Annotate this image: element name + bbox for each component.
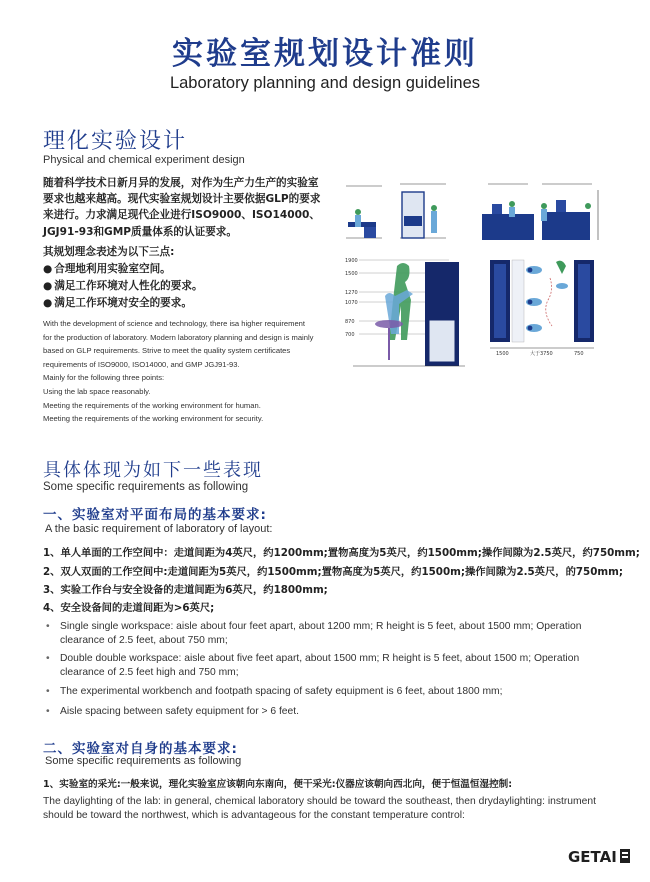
cn-intro-line: 随着科学技术日新月异的发展，对作为生产力生产的实验室 [43,177,319,189]
sub1-title: 一、实验室对平面布局的基本要求: [43,507,267,523]
section2-title: 具体体现为如下一些表现 [43,460,263,481]
en-intro-line: Meeting the requirements of the working environment for security. [43,414,264,424]
page-title: 实验室规划设计准则 [172,36,478,72]
bullet-text: The experimental workbench and footpath spacing of safety equipment is 6 feet, about 1800 mm; [60,686,503,697]
list-item [46,685,586,699]
en-intro-line: requirements of ISO9000, ISO14000, and GMP JGJ91-93. [43,359,240,369]
en-intro-line: based on GLP requirements. Strive to meet the quality system certificates [43,346,291,356]
bullet-text: Double double workspace: aisle about five feet apart, about 1500 mm; R height is 5 feet, about 1500 m; Operation clearance of 2.5 feet high and 750 mm; [60,653,580,678]
cn-points-list [43,261,333,312]
en-intro-line: With the development of science and technology, there isa higher requirement [43,319,305,328]
height-label: 700 [345,332,355,338]
section1-title: 理化实验设计 [43,129,188,154]
section1-subtitle: Physical and chemical experiment design [43,154,245,166]
bullet-icon: • [46,686,50,697]
sub1-subtitle: A the basic requirement of laboratory of layout: [45,523,273,535]
logo-text: GETAI [568,848,617,866]
bullet-icon: • [46,706,50,717]
height-label: 870 [345,319,355,325]
cn-intro-line: 要求也越来越高。现代实验室规划设计主要依据GLP的要求 [43,193,321,206]
bullet-text: Single single workspace: aisle about four feet apart, about 1200 mm; R height is 5 feet, about 1500 mm; Operation clearance of 2.5 feet, about 750 mm; [60,621,582,646]
cn-intro-line: 来进行。力求满足现代企业进行ISO9000、ISO14000、 [43,209,320,222]
height-label: 1070 [345,300,358,306]
layout-rule: 1、单人单面的工作空间中：走道间距为4英尺，约1200mm;置物高度为5英尺，约1500mm;操作间隙为2.5英尺，约750mm; [43,547,640,559]
ergonomic-height-diagram [345,256,477,374]
list-item: ● 合理地利用实验室空间。 [43,261,333,278]
layout-rule: 3、实验工作台与安全设备的走道间距为6英尺，约1800mm; [43,584,328,596]
list-item: ● 满足工作环境对安全的要求。 [43,295,333,312]
en-intro-line: for the production of laboratory. Modern laboratory planning and design is mainly [43,332,314,342]
sub2-title: 二、实验室对自身的基本要求: [43,741,238,757]
bullet-icon: • [46,621,50,632]
height-label: 1900 [345,258,358,264]
getai-logo [568,846,632,868]
list-item [46,620,586,648]
en-intro-line: Using the lab space reasonably. [43,386,151,396]
width-label: 大于3750 [530,351,553,357]
list-item [46,705,586,719]
section1-en-intro [43,317,343,426]
height-label: 1500 [345,271,358,277]
lighting-rule: 1、实验室的采光:一般来说，理化实验室应该朝向东南向，便干采光:仪器应该朝向西北向，便于恒温恒湿控制: [43,779,513,790]
width-label: 1500 [496,351,509,357]
bullet-icon: • [46,653,50,664]
list-item [46,652,586,680]
plan-view-diagram [490,258,602,358]
en-intro-line: Mainly for the following three points: [43,373,165,383]
cn-intro-line: JGJ91-93和GMP质量体系的认证要求。 [43,225,237,238]
list-item: ● 满足工作环境对人性化的要求。 [43,278,333,295]
cn-points-title: 其规划理念表述为以下三点: [43,246,175,258]
layout-rule: 2、双人双面的工作空间中:走道间距为5英尺，约1500mm;置物高度为5英尺，约1500m;操作间隙为2.5英尺，的750mm; [43,566,623,578]
width-label: 750 [574,351,584,357]
layout-rule: 4、安全设备间的走道间距为>6英尺; [43,602,215,614]
section2-subtitle: Some specific requirements as following [43,481,249,493]
en-intro-line: Meeting the requirements of the working environment for human. [43,400,261,410]
sub2-subtitle: Some specific requirements as following [45,755,242,767]
lighting-description: The daylighting of the lab: in general, chemical laboratory should be toward the southeast, then drydaylighting: instrument should be toward the northwest, which is advantageous for the constant temperature control: [43,796,596,821]
height-label: 1270 [345,290,358,296]
bullet-text: Aisle spacing between safety equipment for > 6 feet. [60,706,299,717]
workstation-elevation-diagram [342,178,604,250]
page-subtitle: Laboratory planning and design guidelines [169,74,481,92]
section1-cn-intro [43,175,333,240]
